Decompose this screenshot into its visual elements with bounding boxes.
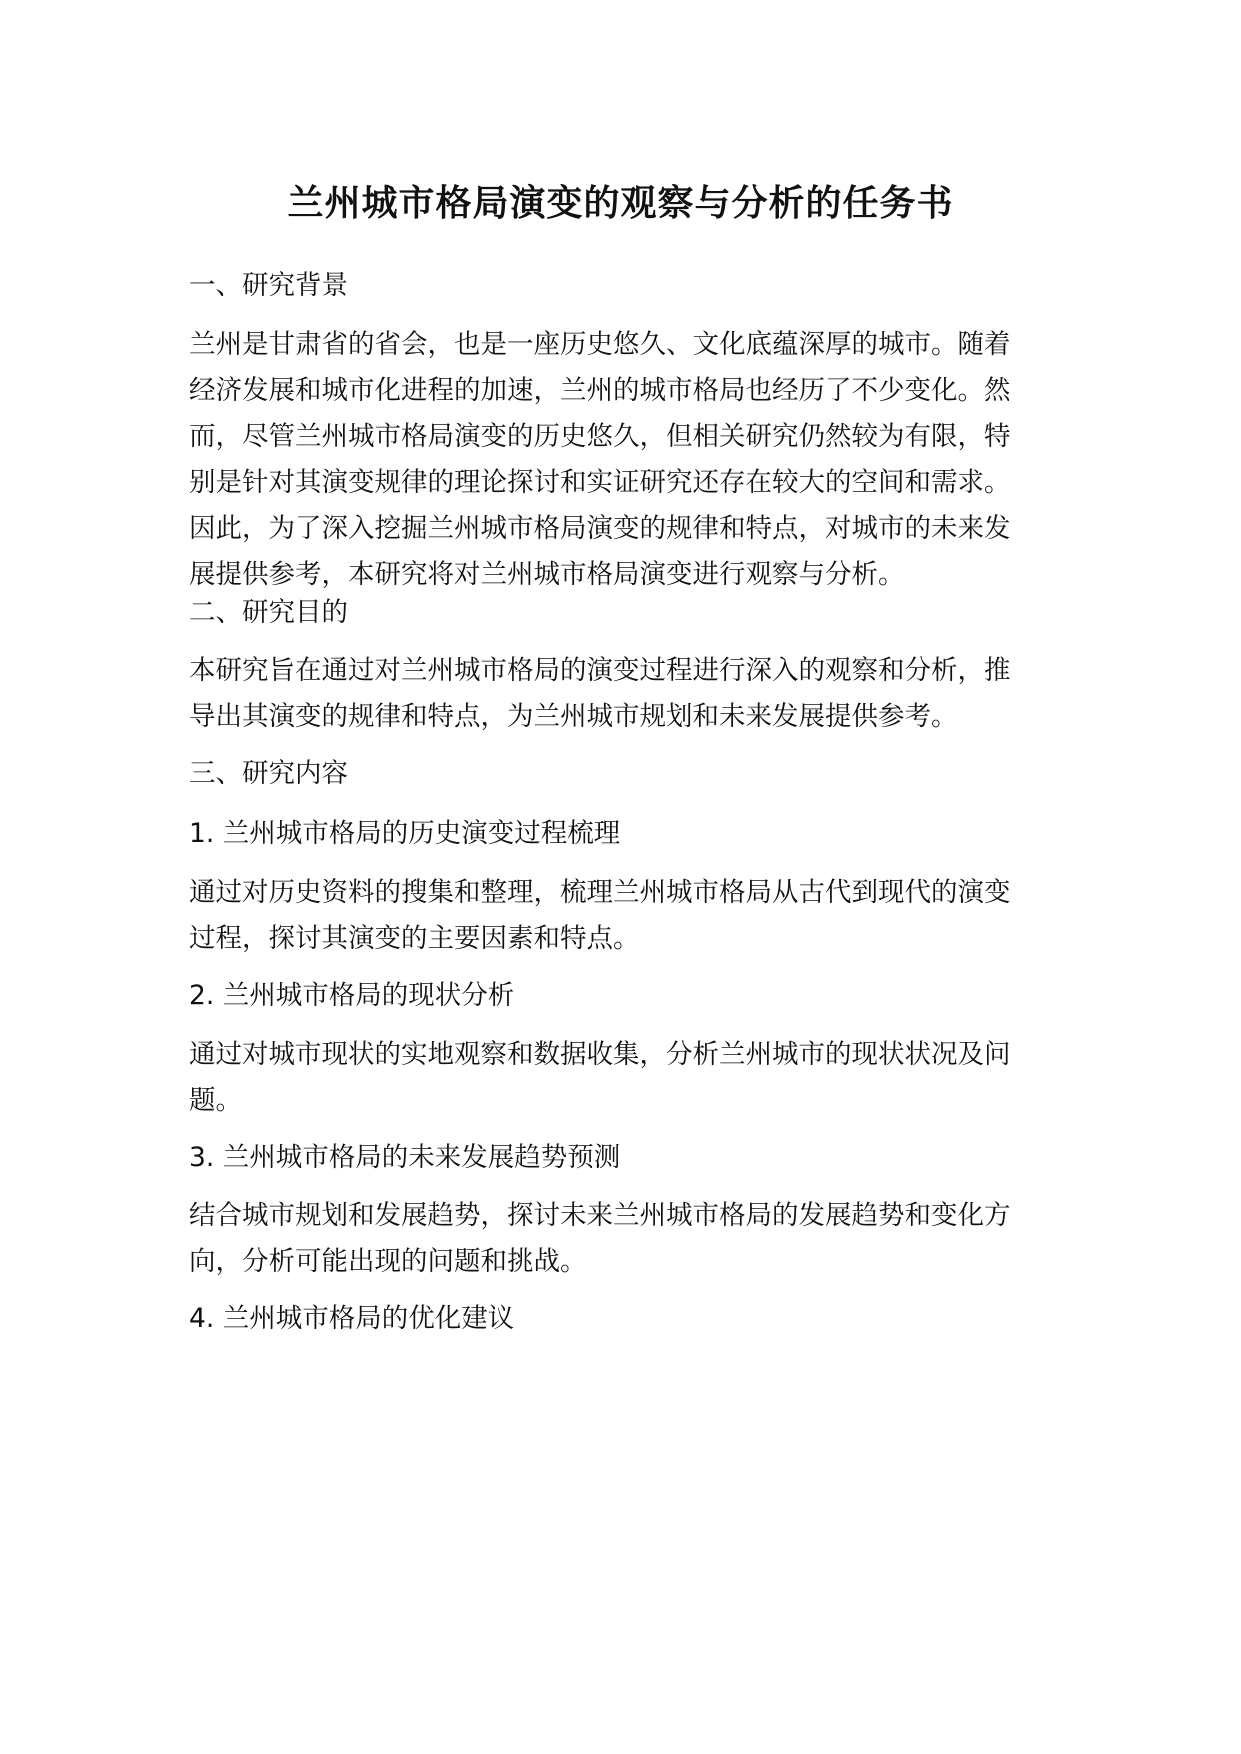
paragraph-background: 兰州是甘肃省的省会，也是一座历史悠久、文化底蕴深厚的城市。随着 经济发展和城市化进程的加速，兰州的城市格局也经历了不少变化。然 而，尽管兰州城市格局演变的历史悠久，但相关研究仍然较为有限，特 别是针对其演变规律的理论探讨和实证研究还存在较大的空间和需求。 因此，为了深入挖掘兰州城市格局演变的规律和特点，对城市的未来发 展提供参考，本研究将对兰州城市格局演变进行观察与分析。 [189,329,1011,590]
content-item-2-title: 2. 兰州城市格局的现状分析 [189,980,515,1011]
content-item-3-text: 结合城市规划和发展趋势，探讨未来兰州城市格局的发展趋势和变化方 向，分析可能出现的问题和挑战。 [189,1200,1011,1277]
section-heading-background: 一、研究背景 [189,270,348,301]
section-heading-content: 三、研究内容 [189,758,348,789]
section-heading-purpose: 二、研究目的 [189,597,348,628]
content-item-4-title: 4. 兰州城市格局的优化建议 [189,1303,515,1334]
document-title: 兰州城市格局演变的观察与分析的任务书 [287,183,954,224]
paragraph-purpose: 本研究旨在通过对兰州城市格局的演变过程进行深入的观察和分析，推 导出其演变的规律和特点，为兰州城市规划和未来发展提供参考。 [189,655,1011,732]
content-item-1-text: 通过对历史资料的搜集和整理，梳理兰州城市格局从古代到现代的演变 过程，探讨其演变的主要因素和特点。 [189,877,1011,954]
content-item-2-text: 通过对城市现状的实地观察和数据收集，分析兰州城市的现状状况及问 题。 [189,1039,1011,1116]
content-item-1-title: 1. 兰州城市格局的历史演变过程梳理 [189,818,621,849]
content-item-3-title: 3. 兰州城市格局的未来发展趋势预测 [189,1142,621,1173]
